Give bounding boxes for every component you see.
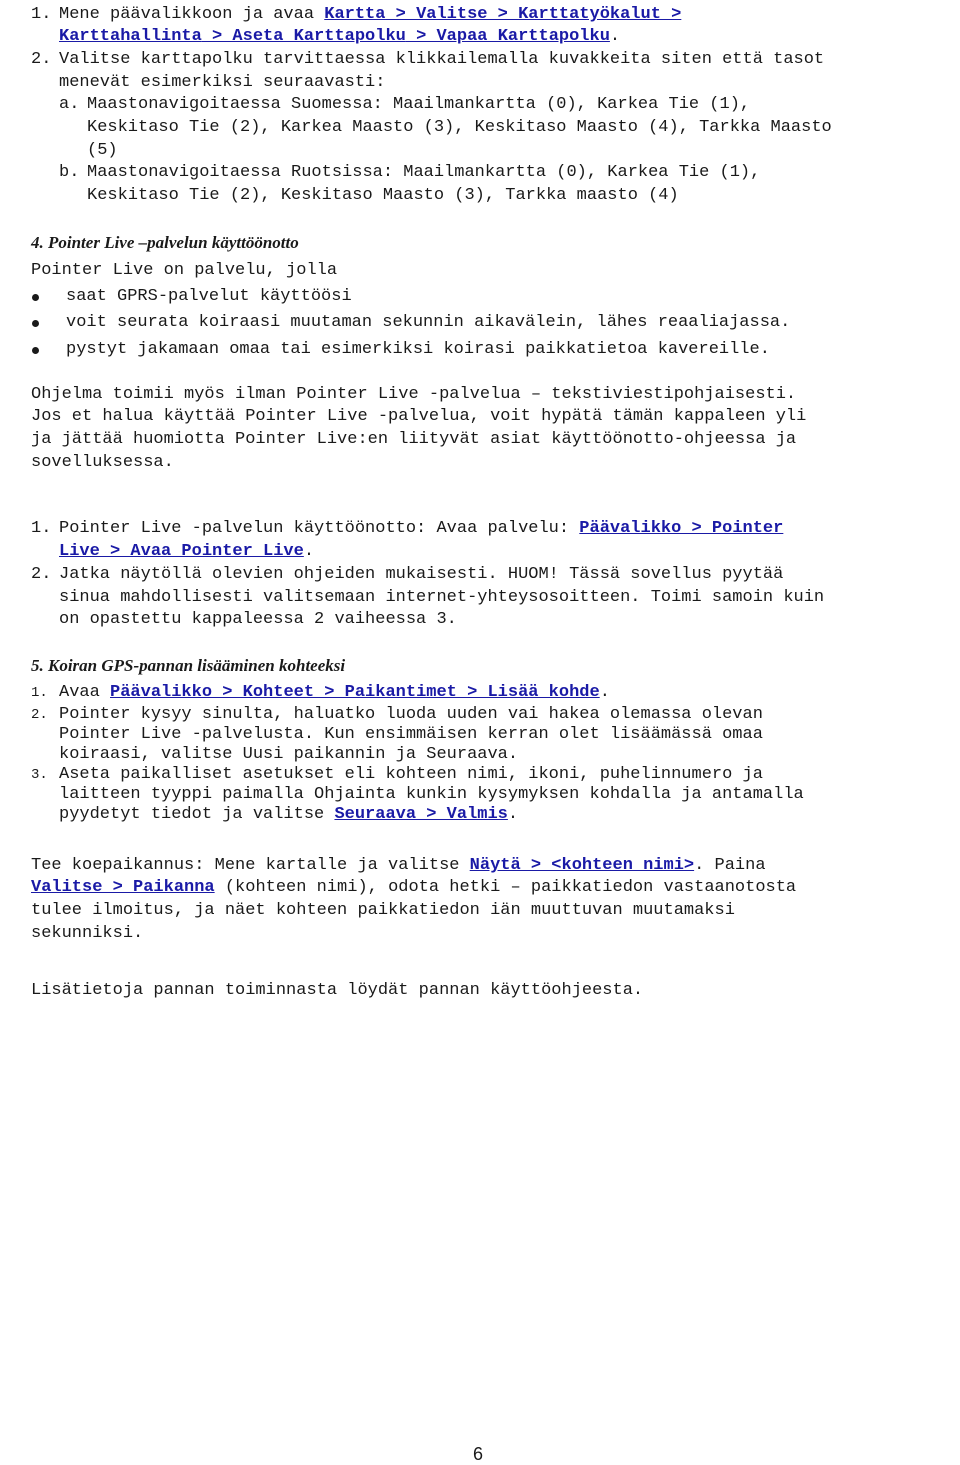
- list-item: Jatka näytöllä olevien ohjeiden mukaisesti. HUOM! Tässä sovellus pyytää: [59, 565, 784, 584]
- paragraph-line: Jos et halua käyttää Pointer Live -palvelua, voit hypätä tämän kappaleen yli: [31, 407, 807, 426]
- list-item: Aseta paikalliset asetukset eli kohteen nimi, ikoni, puhelinnumero ja: [59, 765, 763, 784]
- menu-path-link[interactable]: Päävalikko > Pointer: [579, 519, 784, 538]
- list-item-continued: Pointer Live -palvelusta. Kun ensimmäisen kerran olet lisäämässä omaa: [59, 725, 763, 744]
- list-item: [59, 682, 610, 704]
- list-item: Pointer kysyy sinulta, haluatko luoda uuden vai hakea olemassa olevan: [59, 705, 763, 724]
- list-item-continued: [59, 541, 314, 563]
- list-item-continued: [59, 26, 620, 48]
- paragraph-line: [31, 877, 796, 899]
- intro-text: Pointer Live on palvelu, jolla: [31, 261, 338, 280]
- sublist-item: Maastonavigoitaessa Ruotsissa: Maailmankartta (0), Karkea Tie (1),: [87, 163, 761, 182]
- paragraph-line: Ohjelma toimii myös ilman Pointer Live -palvelua – tekstiviestipohjaisesti.: [31, 385, 797, 404]
- item-text: pyydetyt tiedot ja valitse: [59, 805, 335, 824]
- item-text: Pointer Live -palvelun käyttöönotto: Avaa palvelu:: [59, 519, 580, 538]
- bullet-item: saat GPRS-palvelut käyttöösi: [66, 287, 352, 306]
- section-heading: 4. Pointer Live –palvelun käyttöönotto: [31, 233, 299, 252]
- punctuation: .: [303, 542, 315, 561]
- paragraph-line: sovelluksessa.: [31, 453, 174, 472]
- section-heading: 5. Koiran GPS-pannan lisääminen kohteeksi: [31, 656, 346, 675]
- sublist-item: Maastonavigoitaessa Suomessa: Maailmankartta (0), Karkea Tie (1),: [87, 95, 751, 114]
- item-text: . Paina: [694, 856, 766, 875]
- menu-path-link[interactable]: Päävalikko > Kohteet > Paikantimet > Lisää kohde: [110, 683, 600, 702]
- list-number: 2.: [31, 50, 52, 69]
- list-number: 1.: [31, 5, 52, 24]
- bullet-icon: [32, 320, 39, 327]
- list-item-continued: menevät esimerkiksi seuraavasti:: [59, 73, 386, 92]
- sublist-label: b.: [59, 163, 80, 182]
- page-number: 6: [473, 1444, 484, 1464]
- list-item: [59, 4, 681, 26]
- list-item-continued: [59, 804, 518, 826]
- menu-path-link[interactable]: Kartta: [324, 5, 386, 24]
- list-item: Valitse karttapolku tarvittaessa klikkailemalla kuvakkeita siten että tasot: [59, 50, 825, 69]
- menu-path-link[interactable]: > Aseta Karttapolku: [201, 27, 406, 46]
- item-text: Tee koepaikannus: Mene kartalle ja valitse: [31, 856, 470, 875]
- list-number: 2.: [31, 707, 48, 723]
- sublist-item-continued: (5): [87, 141, 118, 160]
- list-number: 3.: [31, 767, 48, 783]
- punctuation: .: [507, 805, 519, 824]
- paragraph-line: tulee ilmoitus, ja näet kohteen paikkatiedon iän muuttuvan muutamaksi: [31, 901, 735, 920]
- menu-path-link[interactable]: > Valitse > Karttatyökalut >: [385, 5, 682, 24]
- punctuation: .: [599, 683, 610, 702]
- bullet-item: pystyt jakamaan omaa tai esimerkiksi koirasi paikkatietoa kavereille.: [66, 340, 770, 359]
- sublist-item-continued: Keskitaso Tie (2), Keskitaso Maasto (3), Tarkka maasto (4): [87, 186, 679, 205]
- list-number: 1.: [31, 519, 52, 538]
- paragraph-line: sekunniksi.: [31, 924, 144, 943]
- item-text: Mene päävalikkoon ja avaa: [59, 5, 325, 24]
- list-number: 1.: [31, 685, 48, 701]
- list-item-continued: on opastettu kappaleessa 2 vaiheessa 3.: [59, 610, 457, 629]
- bullet-icon: [32, 347, 39, 354]
- list-item-continued: koiraasi, valitse Uusi paikannin ja Seuraava.: [59, 745, 519, 764]
- paragraph-line: [31, 855, 766, 877]
- item-text: Avaa: [59, 683, 111, 702]
- paragraph-line: ja jättää huomiotta Pointer Live:en liityvät asiat käyttöönotto-ohjeessa ja: [31, 430, 797, 449]
- bullet-item: voit seurata koiraasi muutaman sekunnin aikavälein, lähes reaaliajassa.: [66, 313, 791, 332]
- list-number: 2.: [31, 565, 52, 584]
- punctuation: .: [609, 27, 621, 46]
- menu-path-link[interactable]: Live > Avaa Pointer Live: [59, 542, 304, 561]
- sublist-label: a.: [59, 95, 80, 114]
- menu-path-link[interactable]: Seuraava > Valmis: [334, 805, 508, 824]
- more-info-text: Lisätietoja pannan toiminnasta löydät pannan käyttöohjeesta.: [31, 981, 644, 1000]
- sublist-item-continued: Keskitaso Tie (2), Karkea Maasto (3), Keskitaso Maasto (4), Tarkka Maasto: [87, 118, 832, 137]
- menu-path-link[interactable]: Näytä > <kohteen nimi>: [469, 856, 695, 875]
- menu-path-link[interactable]: > Vapaa Karttapolku: [405, 27, 610, 46]
- list-item-continued: laitteen tyyppi paimalla Ohjainta kunkin kysymyksen kohdalla ja antamalla: [59, 785, 804, 804]
- menu-path-link[interactable]: Valitse > Paikanna: [31, 878, 215, 897]
- list-item: [59, 518, 783, 540]
- list-item-continued: sinua mahdollisesti valitsemaan internet-yhteysosoitteen. Toimi samoin kuin: [59, 588, 825, 607]
- item-text: (kohteen nimi), odota hetki – paikkatiedon vastaanotosta: [214, 878, 797, 897]
- bullet-icon: [32, 294, 39, 301]
- menu-path-link[interactable]: Karttahallinta: [59, 27, 202, 46]
